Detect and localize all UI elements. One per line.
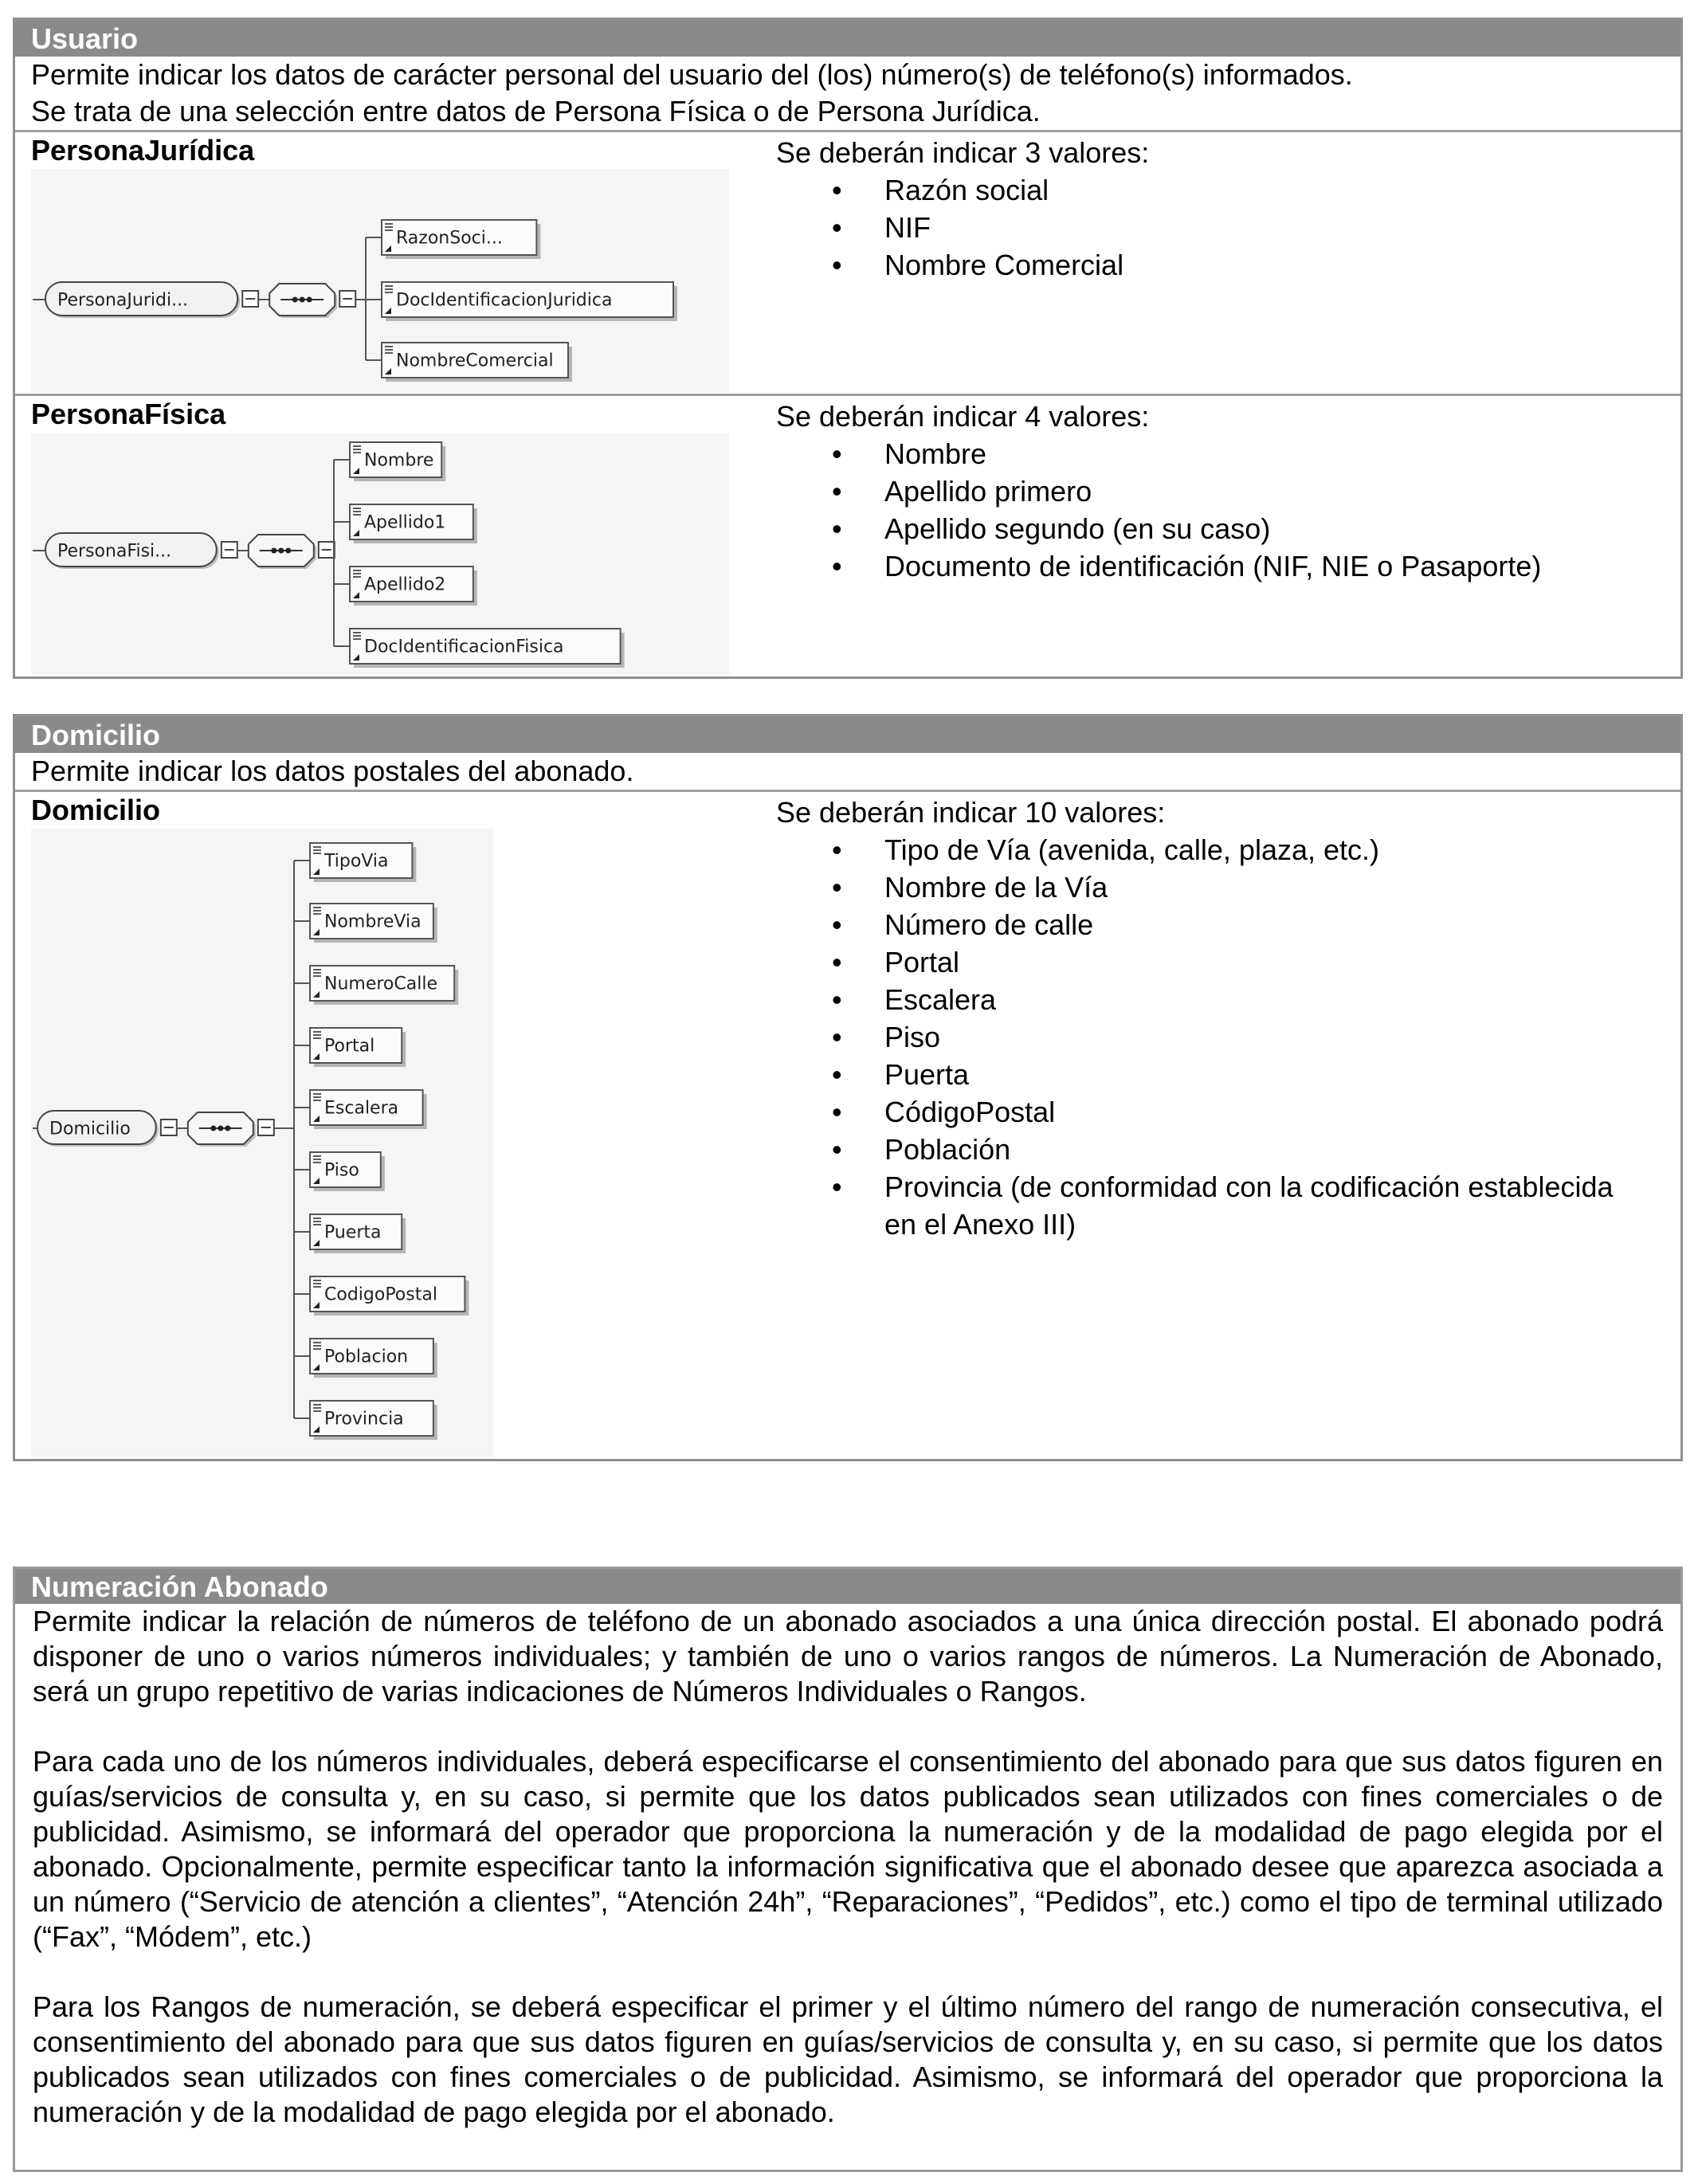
child-element-label: Escalera [324,1098,399,1119]
list-item: • Portal [776,943,1653,981]
persona-fisica-list [776,435,1541,585]
domicilio-diagram [31,829,493,1457]
persona-juridica-intro: Se deberán indicar 3 valores: [776,136,1150,169]
usuario-description [15,57,1680,132]
child-element-node [310,1152,385,1191]
list-item: • Apellido primero [776,472,1541,510]
usuario-section [13,18,1683,679]
child-element-node [350,629,625,668]
list-item: • CódigoPostal [776,1093,1653,1131]
expand-toggle-icon [319,542,335,558]
child-element-label: Piso [324,1160,359,1181]
child-element-node [350,442,445,481]
persona-juridica-schema-svg [31,169,729,392]
child-element-label: NumeroCalle [324,974,437,994]
root-element-label: Domicilio [49,1119,131,1139]
root-element-node [45,282,240,318]
persona-fisica-row [15,396,1680,678]
child-element-node [350,504,477,543]
list-item: • Razón social [776,171,1149,209]
domicilio-title: Domicilio [31,794,161,826]
persona-juridica-title: PersonaJurídica [31,134,255,167]
child-element-node [310,1401,437,1440]
child-element-node [310,1090,427,1129]
root-element-node [37,1111,159,1147]
child-element-node [310,1339,437,1378]
root-element-label: PersonaFisi... [57,541,172,562]
child-element-label: Poblacion [324,1347,409,1367]
persona-juridica-list [776,171,1149,284]
list-item: • Apellido segundo (en su caso) [776,510,1541,547]
child-element-node [382,282,677,321]
list-item: • Puerta [776,1056,1653,1093]
domicilio-schema-svg [31,829,493,1457]
child-element-node [350,567,477,606]
persona-juridica-row [15,132,1680,396]
root-element-node [45,533,219,569]
list-item: • Tipo de Vía (avenida, calle, plaza, etc.) [776,831,1653,869]
child-element-node [310,904,437,943]
numeracion-paragraph-3: Para los Rangos de numeración, se deberá especificar el primer y el último número del rango de numeración consecutiva, el consentimiento del abonado para que sus datos figuren en guías/servicios de consulta y, en su caso, si permite que los datos publicados sean utilizados con fines comerciales o de publicidad. Asimismo, se informará del operador que proporciona la numeración y de la modalidad de pago elegida por el abonado. [33,1990,1663,2128]
list-item: • Provincia (de conformidad con la codificación establecida en el Anexo III) [776,1168,1653,1243]
child-element-label: CodigoPostal [324,1284,437,1305]
list-item: • Nombre [776,435,1541,472]
numeracion-body [15,1604,1680,2130]
child-element-node [310,1276,469,1315]
numeracion-header: Numeración Abonado [15,1569,1680,1604]
root-element-label: PersonaJuridi... [57,290,189,311]
domicilio-list [776,831,1653,1243]
list-item: • Nombre Comercial [776,246,1149,284]
persona-fisica-intro: Se deberán indicar 4 valores: [776,400,1150,433]
child-element-node [310,1214,406,1253]
domicilio-section [13,714,1683,1461]
child-element-label: NombreVia [324,912,422,932]
domicilio-text [776,794,1653,1243]
persona-fisica-diagram [31,433,729,675]
child-element-node [310,966,458,1005]
persona-fisica-title: PersonaFísica [31,398,226,430]
expand-toggle-icon [222,542,237,558]
sequence-compositor-icon [188,1112,256,1147]
usuario-description-line-2: Se trata de una selección entre datos de Persona Física o de Persona Jurídica. [31,95,1041,127]
list-item: • Documento de identificación (NIF, NIE o Pasaporte) [776,547,1541,585]
child-element-label: TipoVia [324,851,389,872]
list-item: • Población [776,1131,1653,1168]
expand-toggle-icon [339,291,355,307]
child-element-label: DocIdentificacionFisica [364,637,564,657]
sequence-compositor-icon [249,535,316,569]
persona-fisica-schema-svg [31,433,729,675]
child-element-label: Provincia [324,1409,404,1429]
child-element-label: Apellido1 [364,512,446,533]
list-item: • Escalera [776,981,1653,1018]
child-element-label: Apellido2 [364,574,446,595]
expand-toggle-icon [161,1119,177,1135]
child-element-label: Puerta [324,1222,382,1243]
child-element-label: DocIdentificacionJuridica [396,290,613,311]
expand-toggle-icon [258,1119,274,1135]
child-element-label: Nombre [364,450,434,471]
list-item: • Nombre de la Vía [776,869,1653,906]
persona-juridica-diagram [31,169,729,392]
child-element-label: RazonSoci... [396,228,503,249]
expand-toggle-icon [242,291,258,307]
child-element-label: Portal [324,1036,375,1057]
child-element-node [310,843,416,882]
child-element-node [310,1028,406,1067]
domicilio-header: Domicilio [15,716,1680,753]
child-element-node [382,220,540,259]
numeracion-section [13,1566,1683,2172]
domicilio-description: Permite indicar los datos postales del abonado. [15,753,1680,792]
usuario-header: Usuario [15,20,1680,57]
sequence-compositor-icon [269,284,337,318]
persona-fisica-text [776,398,1541,585]
persona-juridica-text [776,134,1149,284]
usuario-description-line-1: Permite indicar los datos de carácter personal del usuario del (los) número(s) de teléfono(s) informados. [31,58,1353,91]
child-element-label: NombreComercial [396,351,554,371]
list-item: • NIF [776,209,1149,246]
domicilio-row [15,792,1680,1460]
numeracion-paragraph-2: Para cada uno de los números individuales, deberá especificarse el consentimiento del abonado para que sus datos figuren en guías/servicios de consulta y, en su caso, si permite que los datos publicados sean utilizados con fines comerciales o de publicidad. Asimismo, se informará del operador que proporciona la numeración y de la modalidad de pago elegida por el abonado. Opcionalmente, permite especificar tanto la información significativa que el abonado desee que aparezca asociada a un número (“Servicio de atención a clientes”, “Atención 24h”, “Reparaciones”, “Pedidos”, etc.) como el tipo de terminal utilizado (“Fax”, “Módem”, etc.) [33,1745,1663,1953]
list-item: • Piso [776,1018,1653,1056]
domicilio-intro: Se deberán indicar 10 valores: [776,796,1166,829]
child-element-node [382,343,572,382]
list-item: • Número de calle [776,906,1653,943]
numeracion-paragraph-1: Permite indicar la relación de números de teléfono de un abonado asociados a una única dirección postal. El abonado podrá disponer de uno o varios números individuales; y también de uno o varios rangos de números. La Numeración de Abonado, será un grupo repetitivo de varias indicaciones de Números Individuales o Rangos. [33,1605,1663,1708]
